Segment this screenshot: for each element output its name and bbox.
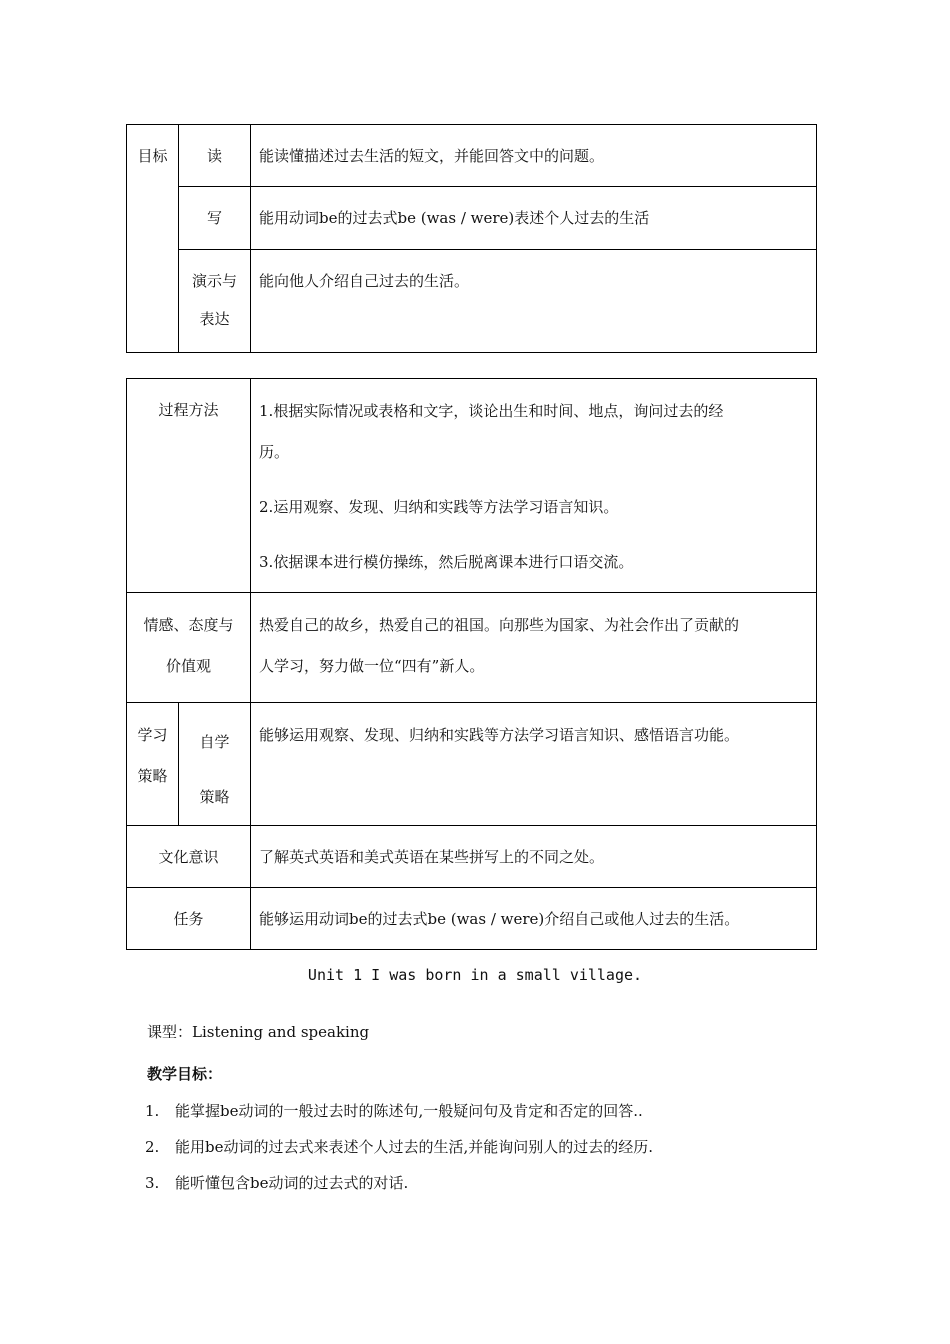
present-label-line2: 表达 <box>199 310 230 328</box>
strategy-label-line1: 学习 <box>137 726 168 744</box>
strategy-sub-line2: 策略 <box>199 788 230 806</box>
process-item-1-cont: 历。 <box>259 443 290 461</box>
task-label-cell <box>127 888 251 950</box>
present-label-cell <box>179 250 251 353</box>
process-label: 过程方法 <box>158 401 219 419</box>
task-label: 任务 <box>173 910 204 928</box>
goal-number: 3. <box>145 1174 160 1192</box>
culture-label: 文化意识 <box>158 848 219 866</box>
process-item-3: 3.依据课本进行模仿操练，然后脱离课本进行口语交流。 <box>259 553 634 571</box>
goals-heading: 教学目标： <box>147 1065 223 1083</box>
process-label-cell <box>127 379 251 593</box>
culture-label-cell <box>127 826 251 888</box>
present-content: 能向他人介绍自己过去的生活。 <box>259 272 470 290</box>
read-content: 能读懂描述过去生活的短文，并能回答文中的问题。 <box>259 147 605 165</box>
objectives-table <box>126 124 817 353</box>
goal-item-3 <box>145 1172 408 1193</box>
process-item-1: 1.根据实际情况或表格和文字，谈论出生和时间、地点，询问过去的经 <box>259 402 724 420</box>
emotion-label-line1: 情感、态度与 <box>143 616 234 634</box>
emotion-label-line2: 价值观 <box>166 657 212 675</box>
strategy-content: 能够运用观察、发现、归纳和实践等方法学习语言知识、感悟语言功能。 <box>259 726 740 744</box>
culture-content-cell <box>251 826 817 888</box>
write-content-cell <box>251 187 817 250</box>
objectives-category-cell <box>127 125 179 353</box>
lesson-type: 课型：Listening and speaking <box>147 1023 370 1041</box>
write-content: 能用动词be的过去式be (was / were)表述个人过去的生活 <box>259 209 650 227</box>
strategy-sub-line1: 自学 <box>199 733 230 751</box>
read-label-cell <box>179 125 251 187</box>
task-content-cell <box>251 888 817 950</box>
emotion-content-cell <box>251 593 817 703</box>
unit-title: Unit 1 I was born in a small village. <box>307 966 643 984</box>
present-content-cell <box>251 250 817 353</box>
process-item-2: 2.运用观察、发现、归纳和实践等方法学习语言知识。 <box>259 498 619 516</box>
read-content-cell <box>251 125 817 187</box>
details-table <box>126 378 817 950</box>
objectives-category-label: 目标 <box>137 147 168 165</box>
strategy-content-cell <box>251 703 817 826</box>
strategy-sub-cell <box>179 703 251 826</box>
goal-text: 能掌握be动词的一般过去时的陈述句,一般疑问句及肯定和否定的回答.. <box>175 1102 643 1120</box>
present-label-line1: 演示与 <box>191 272 237 290</box>
goal-item-1 <box>145 1100 643 1121</box>
strategy-label-cell <box>127 703 179 826</box>
culture-content: 了解英式英语和美式英语在某些拼写上的不同之处。 <box>259 848 605 866</box>
process-content-cell <box>251 379 817 593</box>
goal-item-2 <box>145 1136 653 1157</box>
write-label-cell <box>179 187 251 250</box>
write-label: 写 <box>206 209 222 227</box>
goal-text: 能用be动词的过去式来表述个人过去的生活,并能询问别人的过去的经历. <box>175 1138 654 1156</box>
emotion-content-line1: 热爱自己的故乡，热爱自己的祖国。向那些为国家、为社会作出了贡献的 <box>259 616 740 634</box>
goal-number: 1. <box>145 1102 160 1120</box>
goal-text: 能听懂包含be动词的过去式的对话. <box>175 1174 409 1192</box>
strategy-label-line2: 策略 <box>137 767 168 785</box>
read-label: 读 <box>206 147 222 165</box>
task-content: 能够运用动词be的过去式be (was / were)介绍自己或他人过去的生活。 <box>259 910 740 928</box>
emotion-label-cell <box>127 593 251 703</box>
goal-number: 2. <box>145 1138 160 1156</box>
emotion-content-line2: 人学习，努力做一位“四有”新人。 <box>259 657 485 675</box>
